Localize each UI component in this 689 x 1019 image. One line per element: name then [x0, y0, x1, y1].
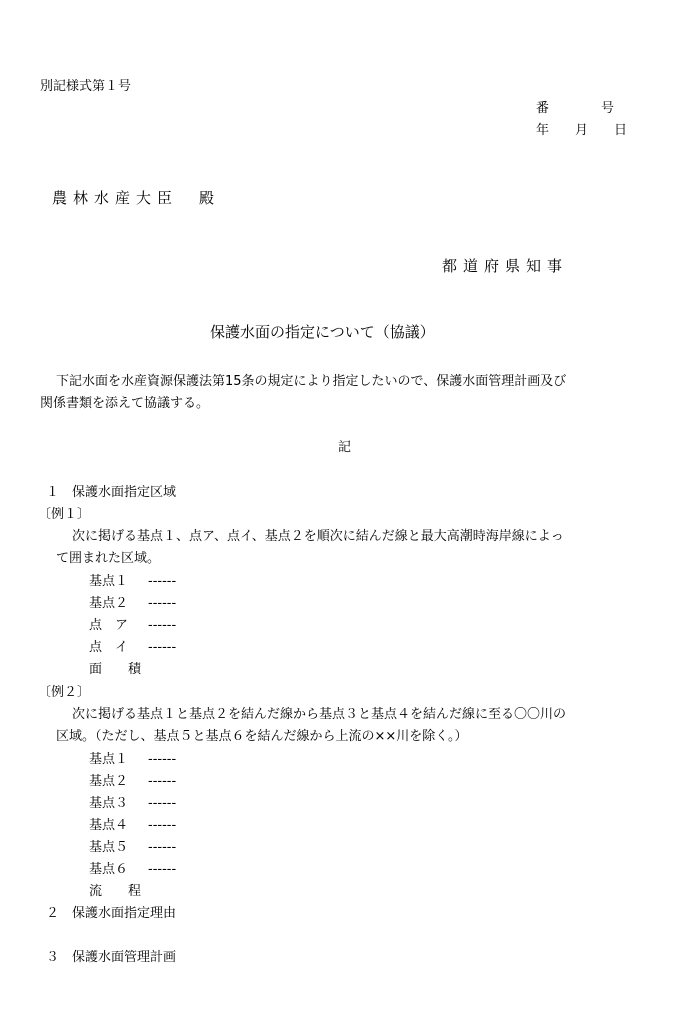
sender: 都道府県知事 — [442, 257, 569, 275]
ex2-item-name: 基点１ — [89, 752, 129, 767]
body-line-1: 下記水面を水産資源保護法第15条の規定により指定したいので、保護水面管理計画及び — [56, 374, 567, 389]
ex2-item-name: 基点５ — [89, 840, 129, 855]
ex2-item-value: ------ — [148, 752, 177, 767]
ex2-item-value: ------ — [148, 818, 177, 833]
ex2-item-name: 基点２ — [89, 774, 129, 789]
ex2-item-name: 基点６ — [89, 862, 129, 877]
section-1-heading: １ 保護水面指定区域 — [46, 485, 177, 500]
example-2-text-2: 区域。（ただし、基点５と基点６を結んだ線から上流の××川を除く。） — [56, 729, 468, 744]
ex1-item-name: 基点１ — [89, 574, 129, 589]
ki-heading: 記 — [338, 440, 352, 455]
number-label: 番 号 — [536, 101, 615, 116]
ex2-length: 流 程 — [89, 884, 142, 899]
addressee: 農林水産大臣 殿 — [52, 189, 221, 207]
example-2-label: 〔例２〕 — [38, 685, 91, 700]
ex1-item-name: 点 イ — [89, 640, 129, 655]
date-label: 年 月 日 — [536, 123, 628, 138]
ex2-item-value: ------ — [148, 862, 177, 877]
example-1-label: 〔例１〕 — [38, 507, 91, 522]
ex1-area: 面 積 — [89, 662, 142, 677]
document-title: 保護水面の指定について（協議） — [210, 323, 435, 341]
body-line-2: 関係書類を添えて協議する。 — [40, 396, 210, 411]
ex1-item-value: ------ — [148, 640, 177, 655]
section-2-heading: ２ 保護水面指定理由 — [46, 906, 177, 921]
ex1-item-name: 基点２ — [89, 596, 129, 611]
ex1-item-value: ------ — [148, 574, 177, 589]
example-2-text-1: 次に掲げる基点１と基点２を結んだ線から基点３と基点４を結んだ線に至る〇〇川の — [72, 707, 567, 722]
example-1-text-2: て囲まれた区域。 — [56, 551, 161, 566]
ex2-item-name: 基点４ — [89, 818, 129, 833]
form-number: 別記様式第１号 — [40, 79, 132, 94]
ex1-item-value: ------ — [148, 596, 177, 611]
ex2-item-value: ------ — [148, 796, 177, 811]
ex1-item-name: 点 ア — [89, 618, 129, 633]
ex2-item-value: ------ — [148, 840, 177, 855]
ex2-item-name: 基点３ — [89, 796, 129, 811]
section-3-heading: ３ 保護水面管理計画 — [46, 950, 177, 965]
ex1-item-value: ------ — [148, 618, 177, 633]
ex2-item-value: ------ — [148, 774, 177, 789]
example-1-text-1: 次に掲げる基点１、点ア、点イ、基点２を順次に結んだ線と最大高潮時海岸線によっ — [72, 529, 564, 544]
